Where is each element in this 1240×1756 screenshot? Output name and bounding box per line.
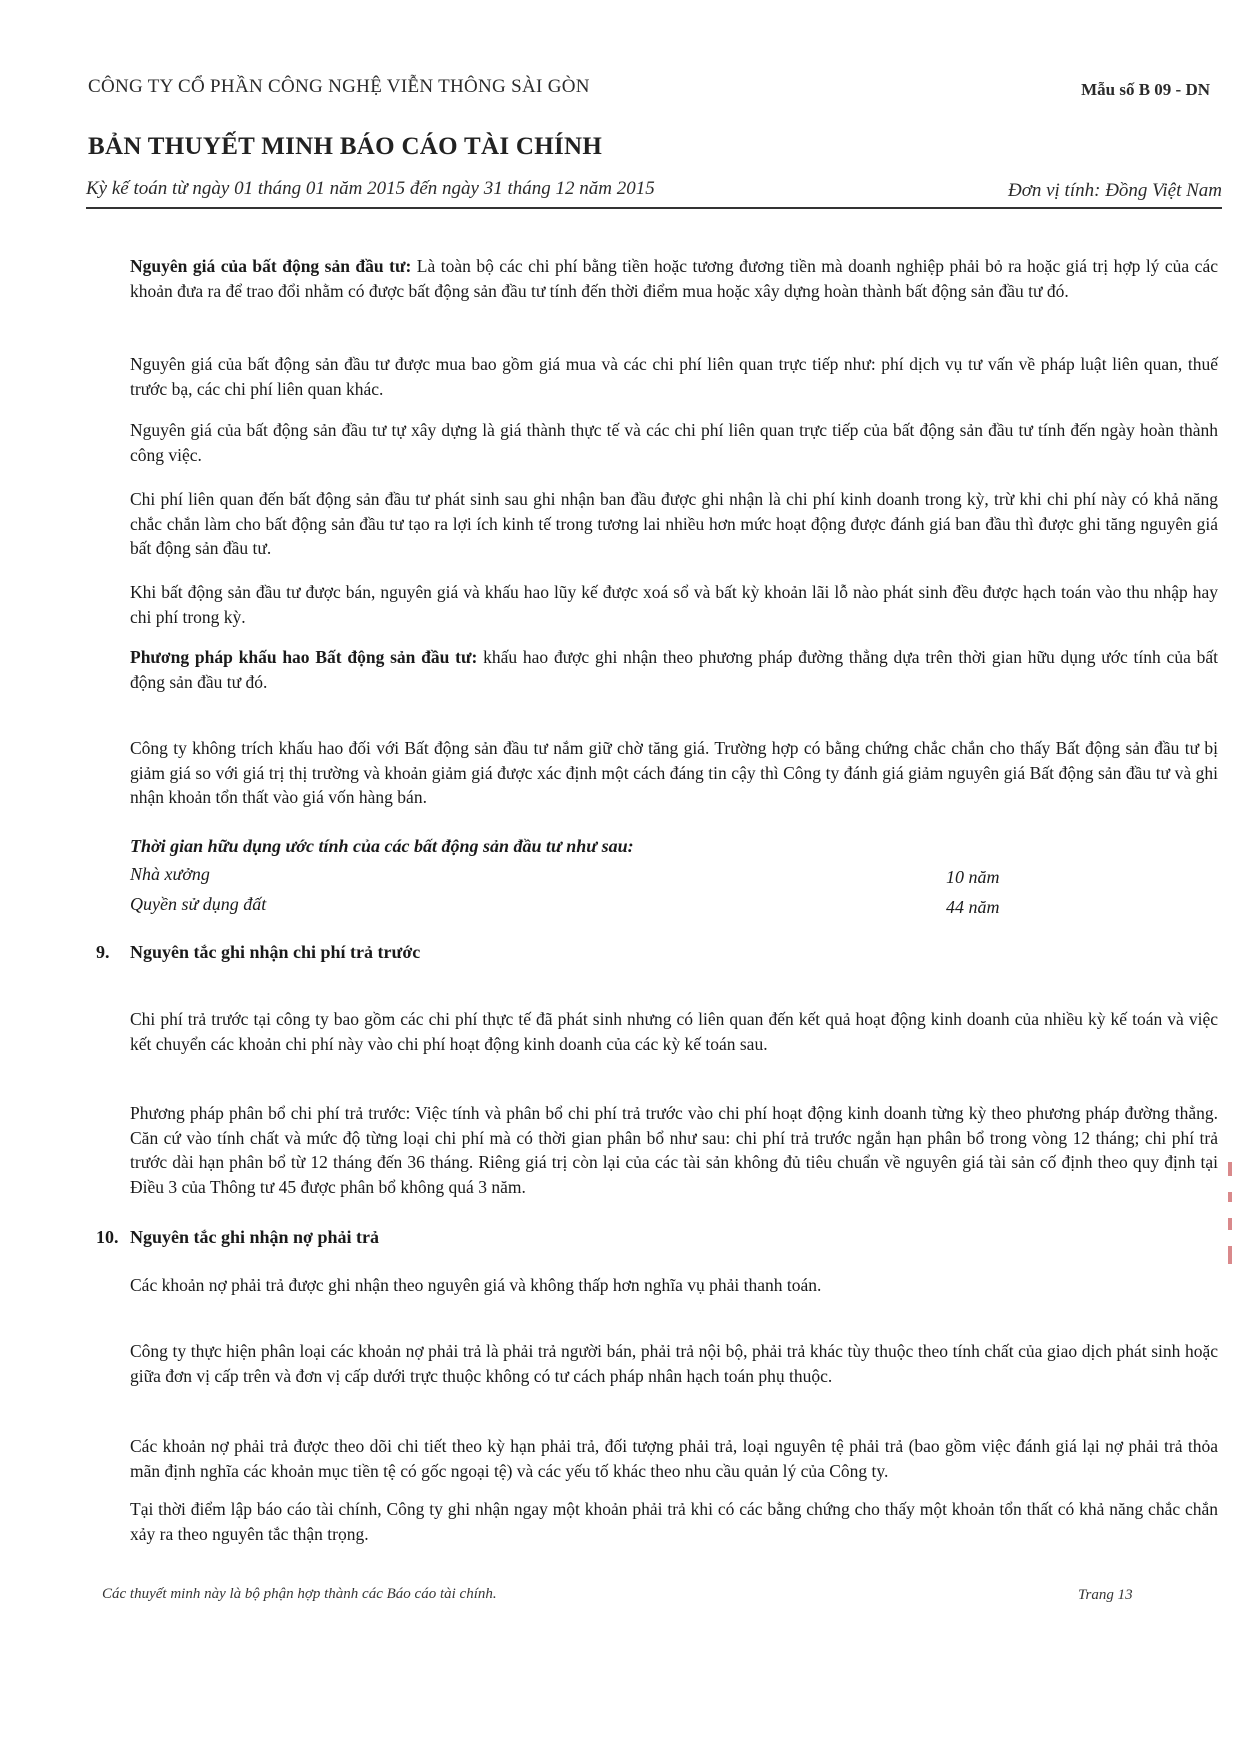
stamp-edge-mark (1228, 1246, 1232, 1264)
useful-life-label: Quyền sử dụng đất (130, 894, 267, 914)
form-number: Mẫu số B 09 - DN (1081, 80, 1210, 99)
paragraph-payables-tracking: Các khoản nợ phải trả được theo dõi chi tiết theo kỳ hạn phải trả, đối tượng phải trả, loại nguyên tệ phải trả (bao gồm việc đánh giá lại nợ phải trả thỏa mãn định nghĩa các khoản mục tiền tệ có gốc ngoại tệ) và các yếu tố khác theo nhu cầu quản lý của Công ty. (130, 1436, 1218, 1481)
paragraph-lead: Phương pháp khấu hao Bất động sản đầu tư: (130, 647, 478, 667)
currency-unit: Đơn vị tính: Đồng Việt Nam (1007, 180, 1222, 201)
useful-life-label: Nhà xưởng (130, 864, 210, 884)
paragraph-payables-recognition: Các khoản nợ phải trả được ghi nhận theo nguyên giá và không thấp hơn nghĩa vụ phải thanh toán. (130, 1275, 822, 1295)
company-name: CÔNG TY CỔ PHẦN CÔNG NGHỆ VIỄN THÔNG SÀI GÒN (88, 76, 590, 97)
document-title: BẢN THUYẾT MINH BÁO CÁO TÀI CHÍNH (88, 133, 603, 160)
paragraph-prepaid-definition: Chi phí trả trước tại công ty bao gồm các chi phí thực tế đã phát sinh nhưng có liên quan đến kết quả hoạt động kinh doanh của nhiều kỳ kế toán và việc kết chuyển các khoản chi phí này vào chi phí hoạt động kinh doanh của các kỳ kế toán sau. (130, 1009, 1218, 1054)
section-number: 10. (96, 1227, 119, 1247)
paragraph-text: Là toàn bộ các chi phí bằng tiền hoặc tương đương tiền mà doanh nghiệp phải bỏ ra hoặc giá trị hợp lý của các khoản đưa ra để trao đổi nhằm có được bất động sản đầu tư tính đến thời điểm mua hoặc xây dựng hoàn thành bất động sản đầu tư đó. (130, 256, 1218, 301)
section-title: Nguyên tắc ghi nhận nợ phải trả (130, 1227, 380, 1247)
section-heading-prepaid (96, 942, 420, 963)
paragraph-disposal: Khi bất động sản đầu tư được bán, nguyên giá và khấu hao lũy kế được xoá sổ và bất kỳ khoản lãi lỗ nào phát sinh đều được hạch toán vào thu nhập hay chi phí trong kỳ. (130, 582, 1218, 627)
section-title: Nguyên tắc ghi nhận chi phí trả trước (130, 942, 421, 962)
paragraph-subsequent-costs: Chi phí liên quan đến bất động sản đầu tư phát sinh sau ghi nhận ban đầu được ghi nhận là chi phí kinh doanh trong kỳ, trừ khi chi phí này có khả năng chắc chắn làm cho bất động sản đầu tư tạo ra lợi ích kinh tế trong tương lai nhiều hơn mức hoạt động được đánh giá ban đầu thì được ghi tăng nguyên giá bất động sản đầu tư. (130, 489, 1218, 558)
paragraph-depreciation-method (130, 645, 1218, 694)
page-number: Trang 13 (1078, 1587, 1133, 1603)
useful-life-value: 44 năm (946, 897, 1000, 917)
useful-life-value: 10 năm (946, 867, 1000, 887)
paragraph-purchased-cost: Nguyên giá của bất động sản đầu tư được mua bao gồm giá mua và các chi phí liên quan trực tiếp như: phí dịch vụ tư vấn về pháp luật liên quan, thuế trước bạ, các chi phí liên quan khác. (130, 354, 1218, 399)
paragraph-text: khấu hao được ghi nhận theo phương pháp đường thẳng dựa trên thời gian hữu dụng ước tính của bất động sản đầu tư đó. (130, 647, 1218, 692)
stamp-edge-mark (1228, 1218, 1232, 1230)
reporting-period: Kỳ kế toán từ ngày 01 tháng 01 năm 2015 đến ngày 31 tháng 12 năm 2015 (86, 178, 655, 199)
header-rule (86, 207, 1222, 209)
paragraph-prepaid-allocation: Phương pháp phân bổ chi phí trả trước: Việc tính và phân bổ chi phí trả trước vào chi phí hoạt động kinh doanh từng kỳ theo phương pháp đường thẳng. Căn cứ vào tính chất và mức độ từng loại chi phí mà có thời gian phân bổ như sau: chi phí trả trước ngắn hạn phân bổ trong vòng 12 tháng; chi phí trả trước dài hạn phân bổ từ 12 tháng đến 36 tháng. Riêng giá trị còn lại của các tài sản không đủ tiêu chuẩn về nguyên giá tài sản cố định theo quy định tại Điều 3 của Thông tư 45 được phân bổ không quá 3 năm. (130, 1103, 1218, 1197)
section-number: 9. (96, 942, 110, 962)
stamp-edge-mark (1228, 1192, 1232, 1202)
section-heading-payables (96, 1227, 379, 1248)
paragraph-lead: Nguyên giá của bất động sản đầu tư: (130, 256, 412, 276)
useful-life-heading: Thời gian hữu dụng ước tính của các bất động sản đầu tư như sau: (130, 836, 634, 856)
paragraph-no-depreciation: Công ty không trích khấu hao đối với Bất động sản đầu tư nắm giữ chờ tăng giá. Trường hợp có bằng chứng chắc chắn cho thấy Bất động sản đầu tư bị giảm giá so với giá trị thị trường và khoản giảm giá được xác định một cách đáng tin cậy thì Công ty đánh giá giảm nguyên giá Bất động sản đầu tư và ghi nhận khoản tổn thất vào giá vốn hàng bán. (130, 738, 1218, 807)
footer-note: Các thuyết minh này là bộ phận hợp thành các Báo cáo tài chính. (102, 1586, 497, 1602)
paragraph-payables-classification: Công ty thực hiện phân loại các khoản nợ phải trả là phải trả người bán, phải trả nội bộ, phải trả khác tùy thuộc theo tính chất của giao dịch phát sinh hoặc giữa đơn vị cấp trên và đơn vị cấp dưới trực thuộc không có tư cách pháp nhân hạch toán phụ thuộc. (130, 1341, 1218, 1386)
paragraph-payables-prudence: Tại thời điểm lập báo cáo tài chính, Công ty ghi nhận ngay một khoản phải trả khi có các bằng chứng cho thấy một khoản tổn thất có khả năng chắc chắn xảy ra theo nguyên tắc thận trọng. (130, 1499, 1218, 1544)
stamp-edge-mark (1228, 1162, 1232, 1176)
paragraph-self-built-cost: Nguyên giá của bất động sản đầu tư tự xây dựng là giá thành thực tế và các chi phí liên quan trực tiếp của bất động sản đầu tư tính đến ngày hoàn thành công việc. (130, 420, 1218, 465)
paragraph-original-cost (130, 254, 1218, 303)
